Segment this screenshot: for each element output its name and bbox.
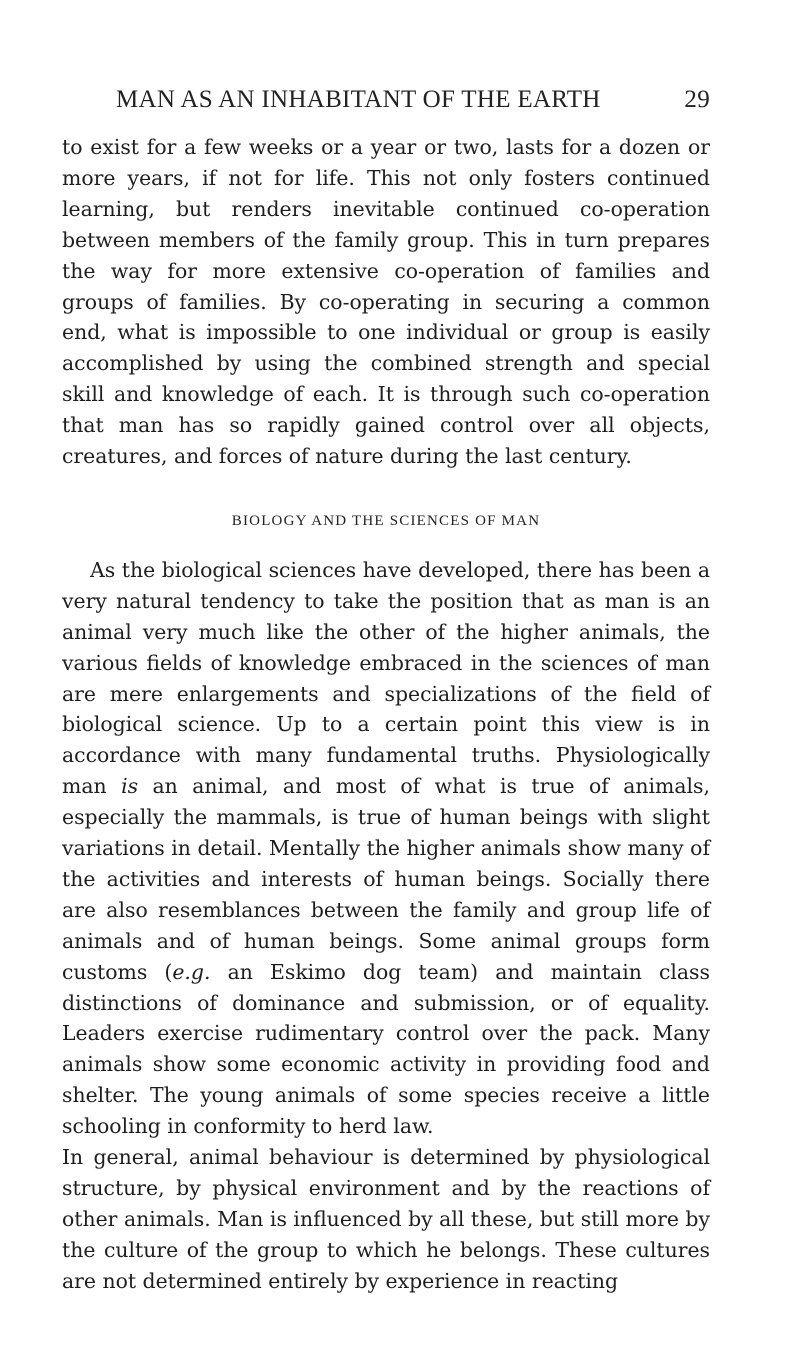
abbreviation-text: e.g. [172,959,211,984]
page-body [62,132,710,1297]
paragraph-text: an animal, and most of what is true of animals, especially the mammals, is true of human beings with slight variations in detail. Mentally the higher animals show many of the activities and interests of human beings. Socially there are also resemblances between the family and group life of animals and of human beings. Some animal groups form customs ( [62,774,710,984]
book-page [62,86,710,1297]
paragraph-text: As the biological sciences have developed, there has been a very natural tendency to take the position that as man is an animal very much like the other of the higher animals, the various fields of knowledge embraced in the sciences of man are mere enlargements and specializations of the field of biological science. Up to a certain point this view is in accordance with many fundamental truths. Physiologically man [62,557,710,799]
continued-paragraph: to exist for a few weeks or a year or two, lasts for a dozen or more years, if not for life. This not only fosters continued learning, but renders inevitable continued co-operation between members of the family group. This in turn prepares the way for more extensive co-operation of families and groups of families. By co-operating in securing a common end, what is impossible to one individual or group is easily accomplished by using the combined strength and special skill and knowledge of each. It is through such co-operation that man has so rapidly gained control over all objects, creatures, and forces of nature during the last century. [62,135,710,469]
running-header [62,86,710,126]
section-paragraph-2: In general, animal behaviour is determined by physiological structure, by physical environment and by the reactions of other animals. Man is influenced by all these, but still more by the culture of the group to which he belongs. These cultures are not determined entirely by experience in reacting [62,1145,710,1293]
page-number: 29 [684,86,710,113]
emphasis-text: is [121,774,139,799]
section-paragraph-1 [62,555,710,1142]
paragraph-text: an Eskimo dog team) and maintain class distinctions of dominance and submission, or of equality. Leaders exercise rudimentary control over the pack. Many animals show some economic activity in providing food and shelter. The young animals of some species receive a little schooling in conformity to herd law. [62,959,710,1139]
section-heading: BIOLOGY AND THE SCIENCES OF MAN [231,512,541,529]
running-title: MAN AS AN INHABITANT OF THE EARTH [116,86,601,113]
